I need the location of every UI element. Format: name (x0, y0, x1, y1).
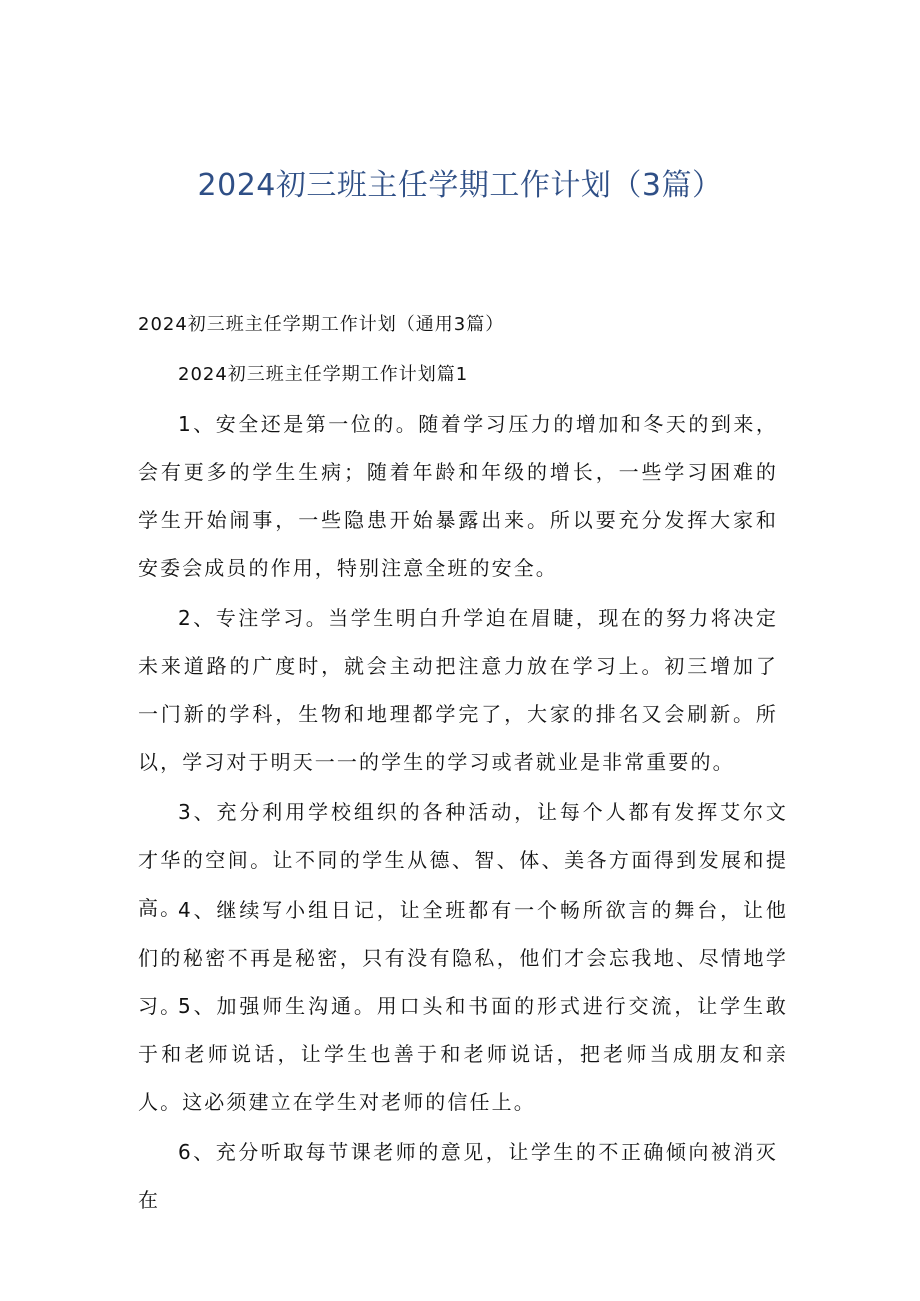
paragraph-3: 3、充分利用学校组织的各种活动，让每个人都有发挥艾尔文才华的空间。让不同的学生从德、智、体、美各方面得到发展和提高。 (138, 800, 788, 920)
section-heading: 2024初三班主任学期工作计划篇1 (178, 364, 469, 385)
document-title: 2024初三班主任学期工作计划（3篇） (197, 168, 723, 203)
paragraph-5: 5、加强师生沟通。用口头和书面的形式进行交流，让学生敢于和老师说话，让学生也善于和老师说话，把老师当成朋友和亲人。这必须建立在学生对老师的信任上。 (138, 994, 788, 1114)
paragraph-6: 6、充分听取每节课老师的意见，让学生的不正确倾向被消灭在 (138, 1140, 778, 1212)
paragraph-2: 2、专注学习。当学生明白升学迫在眉睫，现在的努力将决定未来道路的广度时，就会主动把注意力放在学习上。初三增加了一门新的学科，生物和地理都学完了，大家的排名又会刷新。所以，学习对于明天一一的学生的学习或者就业是非常重要的。 (138, 606, 778, 774)
paragraph-1: 1、安全还是第一位的。随着学习压力的增加和冬天的到来，会有更多的学生生病；随着年龄和年级的增长，一些学习困难的学生开始闹事，一些隐患开始暴露出来。所以要充分发挥大家和安委会成员的作用，特别注意全班的安全。 (138, 412, 778, 580)
document-subtitle: 2024初三班主任学期工作计划（通用3篇） (138, 314, 505, 335)
paragraph-4: 4、继续写小组日记，让全班都有一个畅所欲言的舞台，让他们的秘密不再是秘密，只有没有隐私，他们才会忘我地、尽情地学习。 (138, 898, 788, 1018)
